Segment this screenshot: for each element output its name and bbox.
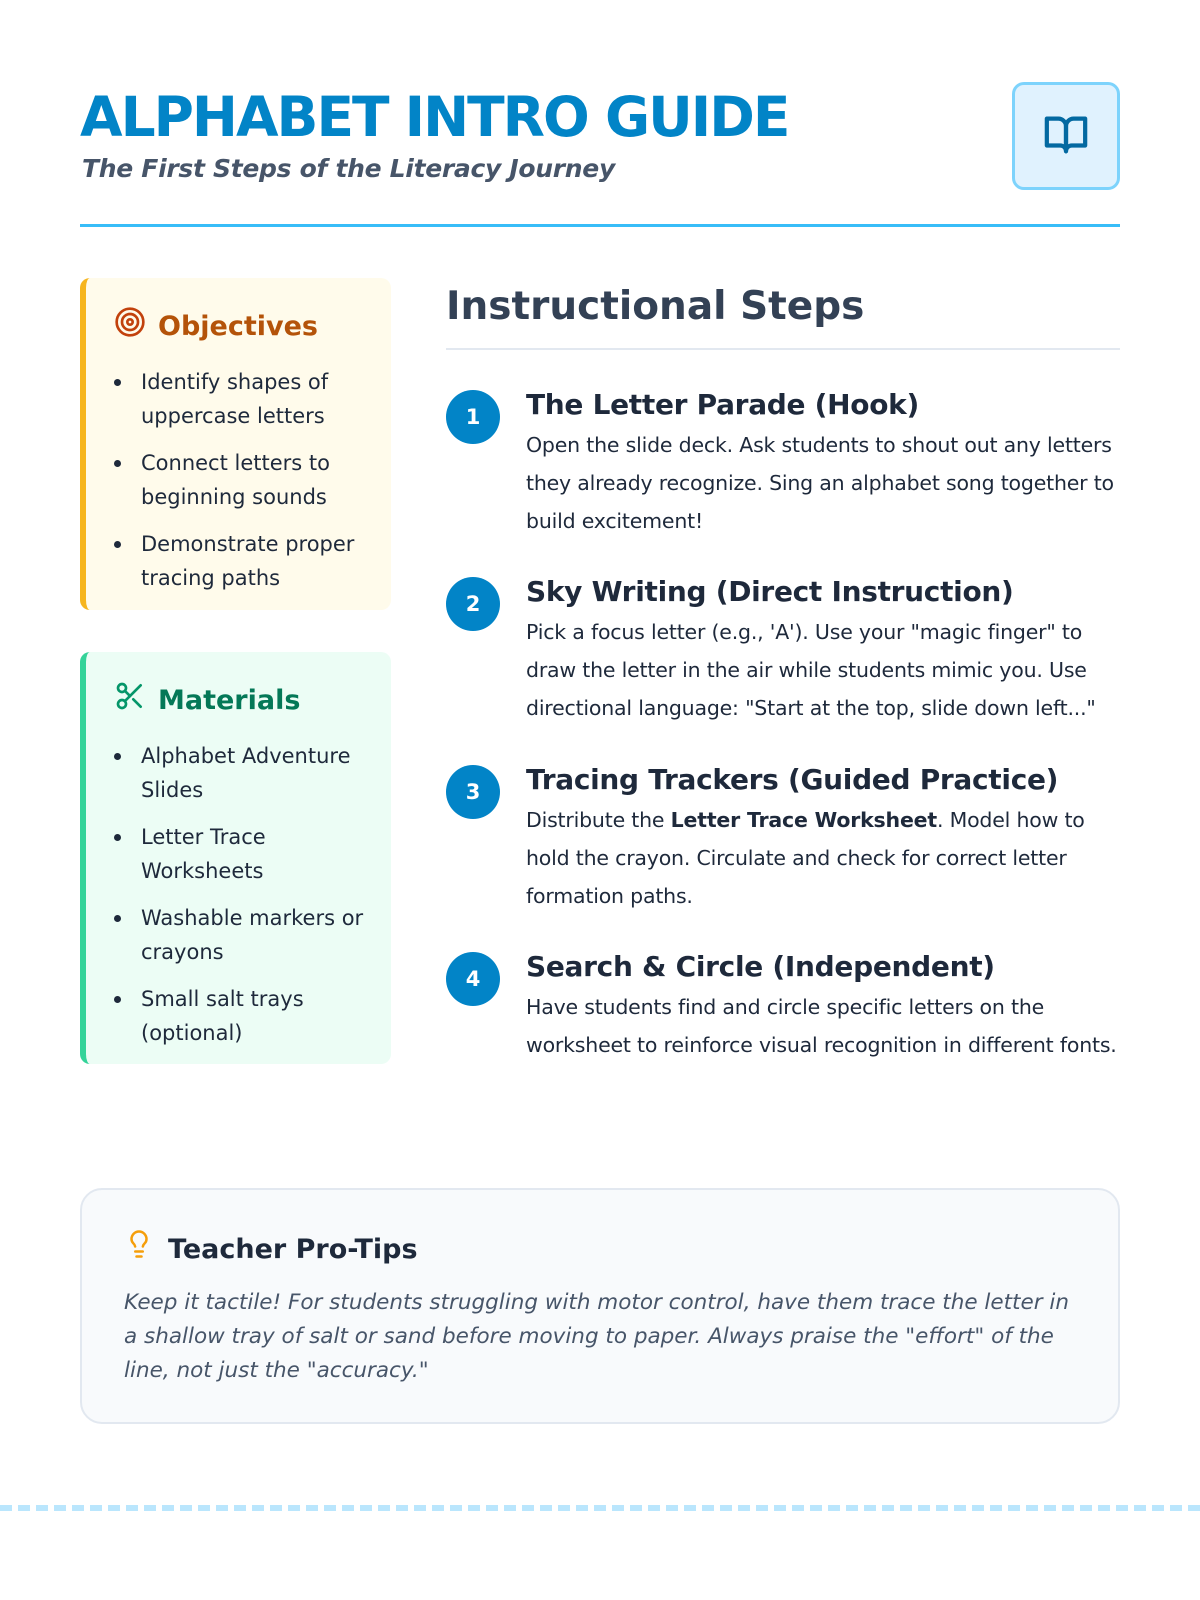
steps-heading: Instructional Steps — [446, 282, 1120, 350]
materials-title: Materials — [158, 684, 301, 716]
book-badge — [1012, 82, 1120, 190]
step-title: Tracing Trackers (Guided Practice) — [526, 763, 1059, 796]
objectives-heading — [114, 306, 371, 347]
scissors-icon — [114, 680, 146, 721]
target-icon — [114, 306, 146, 347]
objectives-list — [114, 365, 371, 595]
step-title: The Letter Parade (Hook) — [526, 388, 919, 421]
list-item: Small salt trays (optional) — [114, 982, 371, 1050]
worksheet-name: Letter Trace Worksheet — [670, 808, 937, 832]
step-number: 2 — [446, 577, 500, 631]
tips-text: Keep it tactile! For students struggling with motor control, have them trace the letter in a shallow tray of salt or sand before moving to paper. Always praise the "effort" of the line, not just the "accuracy." — [124, 1290, 1069, 1383]
list-item: Alphabet Adventure Slides — [114, 739, 371, 807]
materials-card — [80, 652, 391, 1064]
list-item: Connect letters to beginning sounds — [114, 446, 371, 514]
page-subtitle: The First Steps of the Literacy Journey — [82, 154, 615, 183]
step-text-start: Distribute the — [526, 808, 671, 832]
tips-title: Teacher Pro-Tips — [168, 1234, 418, 1265]
list-item: Letter Trace Worksheets — [114, 820, 371, 888]
step-number: 4 — [446, 952, 500, 1006]
step-text — [526, 801, 1120, 915]
materials-heading — [114, 680, 371, 721]
step-number: 1 — [446, 390, 500, 444]
page-header — [80, 86, 1120, 227]
step-text-end: . Model how to hold the crayon. Circulate and check for correct letter formation paths. — [526, 808, 1085, 908]
objectives-card — [80, 278, 391, 610]
materials-list — [114, 739, 371, 1050]
step-title: Sky Writing (Direct Instruction) — [526, 575, 1014, 608]
list-item: Washable markers or crayons — [114, 901, 371, 969]
step-title: Search & Circle (Independent) — [526, 950, 995, 983]
pro-tips-box — [80, 1188, 1120, 1424]
page-title: ALPHABET INTRO GUIDE — [80, 85, 789, 149]
list-item: Demonstrate proper tracing paths — [114, 527, 371, 595]
tips-heading — [124, 1228, 1076, 1272]
step-text: Open the slide deck. Ask students to shout out any letters they already recognize. Sing an alphabet song together to build excitement! — [526, 433, 1114, 533]
open-book-icon — [1041, 111, 1091, 161]
list-item: Identify shapes of uppercase letters — [114, 365, 371, 433]
step-text: Have students find and circle specific letters on the worksheet to reinforce visual recognition in different fonts. — [526, 995, 1117, 1057]
objectives-title: Objectives — [158, 310, 318, 342]
instructional-steps — [446, 282, 1120, 1057]
dashed-divider — [0, 1505, 1200, 1511]
step-text: Pick a focus letter (e.g., 'A'). Use your "magic finger" to draw the letter in the air while students mimic you. Use directional language: "Start at the top, slide down left..." — [526, 620, 1096, 720]
step-number: 3 — [446, 765, 500, 819]
lightbulb-icon — [124, 1228, 154, 1272]
